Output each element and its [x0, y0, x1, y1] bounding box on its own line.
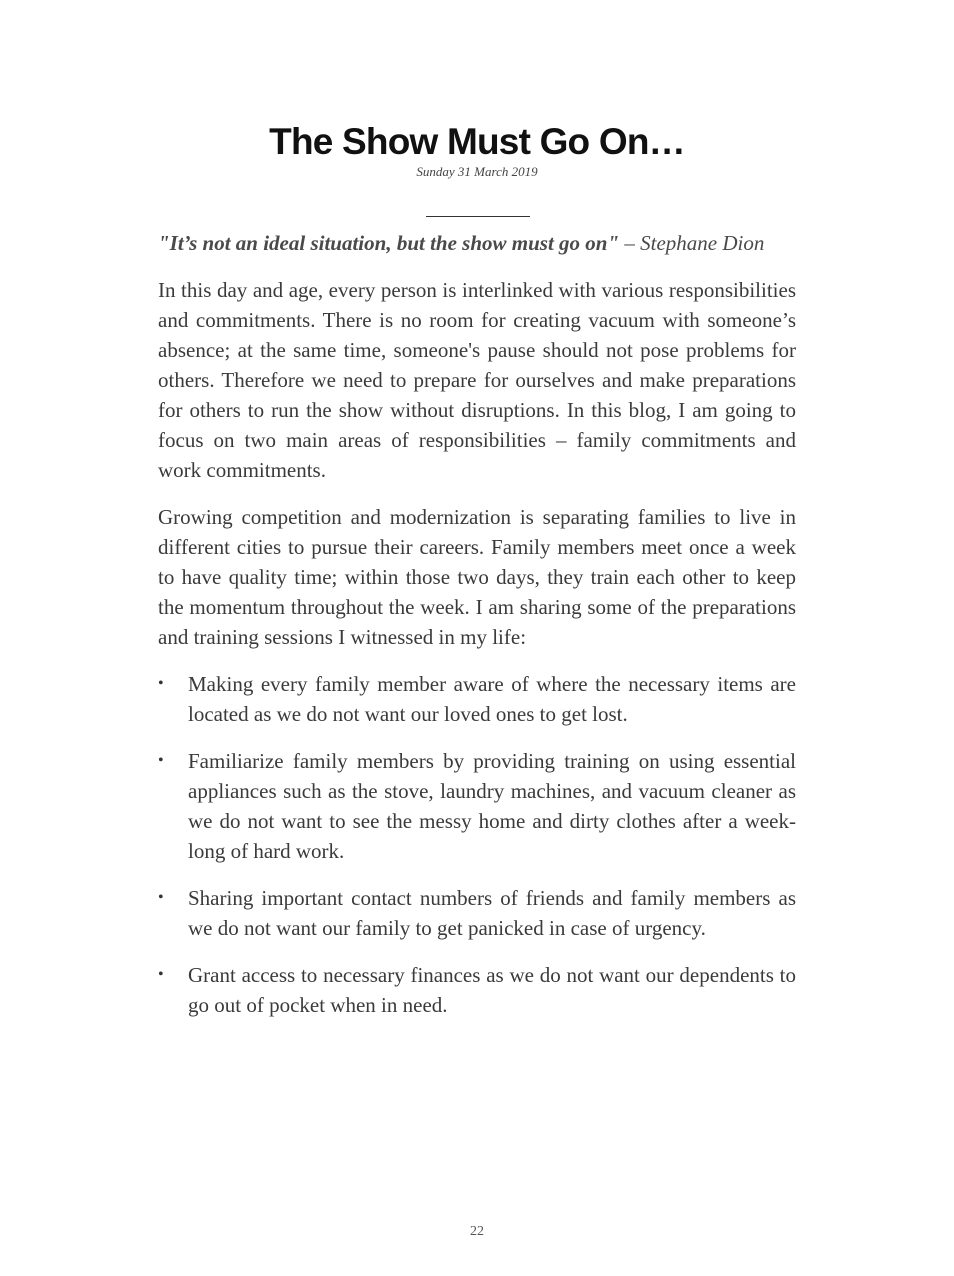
article-date: Sunday 31 March 2019 — [416, 164, 538, 179]
quote-text: "It’s not an ideal situation, but the show must go on" — [158, 231, 620, 255]
paragraph: In this day and age, every person is interlinked with various responsibilities and commitments. There is no room for creating vacuum with someone’s absence; at the same time, someone's pause should not pose problems for others. Therefore we need to prepare for ourselves and make preparations for others to run the show without disruptions. In this blog, I am going to focus on two main areas of responsibilities – family commitments and work commitments. — [158, 278, 796, 482]
bullet-icon: • — [158, 889, 164, 906]
list-item — [158, 746, 796, 866]
quote-attribution: – Stephane Dion — [619, 231, 765, 255]
article-body — [158, 228, 796, 1037]
list-item-text: Familiarize family members by providing training on using essential appliances such as the stove, laundry machines, and vacuum cleaner as we do not want to see the messy home and dirty clothes after a week-long of hard work. — [188, 749, 796, 863]
list-item-text: Making every family member aware of where the necessary items are located as we do not want our loved ones to get lost. — [188, 672, 796, 726]
bullet-list — [158, 669, 796, 1020]
list-item-text: Grant access to necessary finances as we do not want our dependents to go out of pocket when in need. — [188, 963, 796, 1017]
title-divider — [426, 216, 530, 217]
article-title: The Show Must Go On… — [269, 121, 685, 162]
list-item — [158, 669, 796, 729]
list-item — [158, 960, 796, 1020]
epigraph-quote — [158, 228, 796, 258]
bullet-icon: • — [158, 752, 164, 769]
list-item — [158, 883, 796, 943]
bullet-icon: • — [158, 966, 164, 983]
list-item-text: Sharing important contact numbers of friends and family members as we do not want our family to get panicked in case of urgency. — [188, 886, 796, 940]
page-number: 22 — [470, 1224, 484, 1239]
paragraph: Growing competition and modernization is separating families to live in different cities to pursue their careers. Family members meet once a week to have quality time; within those two days, they train each other to keep the momentum throughout the week. I am sharing some of the preparations and training sessions I witnessed in my life: — [158, 505, 796, 649]
bullet-icon: • — [158, 675, 164, 692]
